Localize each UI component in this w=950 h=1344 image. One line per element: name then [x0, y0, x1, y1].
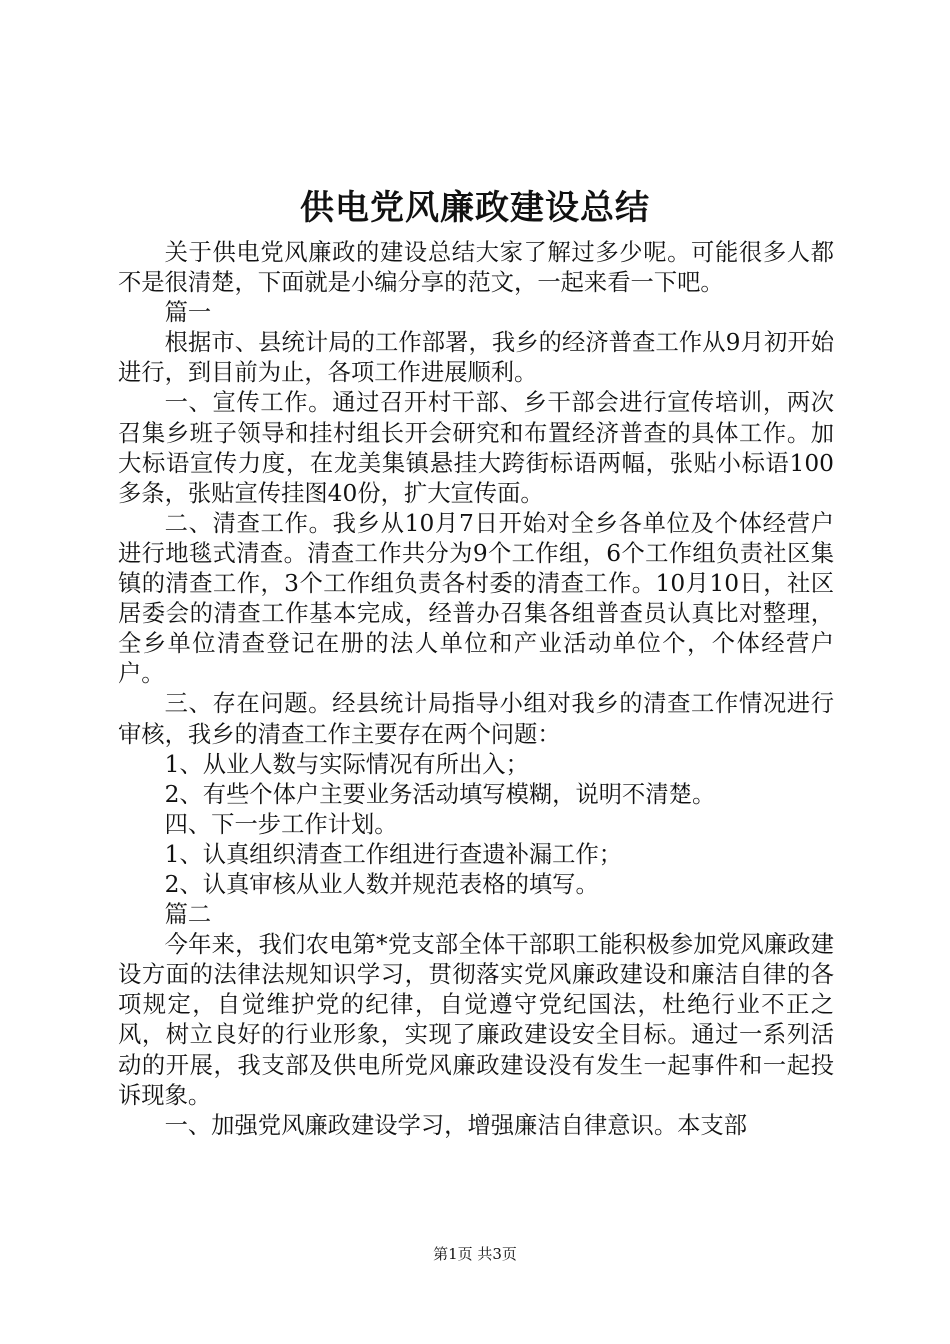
paragraph-intro: 关于供电党风廉政的建设总结大家了解过多少呢。可能很多人都不是很清楚，下面就是小编分享的范文，一起来看一下吧。 — [118, 239, 834, 297]
page-number-footer: 第1页 共3页 — [433, 1245, 517, 1263]
section-heading-part-two: 篇二 — [164, 901, 212, 929]
list-item: 1、从业人数与实际情况有所出入； — [164, 750, 529, 778]
paragraph: 一、加强党风廉政建设学习，增强廉洁自律意识。本支部 — [164, 1111, 748, 1139]
list-item: 1、认真组织清查工作组进行查遗补漏工作； — [164, 840, 623, 868]
document-body — [118, 238, 834, 1141]
list-item: 2、有些个体户主要业务活动填写模糊，说明不清楚。 — [164, 780, 716, 808]
document-title: 供电党风廉政建设总结 — [300, 188, 650, 228]
paragraph: 二、清查工作。我乡从10月7日开始对全乡各单位及个体经营户进行地毯式清查。清查工作共分为9个工作组，6个工作组负责社区集镇的清查工作，3个工作组负责各村委的清查工作。10月10日，社区居委会的清查工作基本完成，经普办召集各组普查员认真比对整理，全乡单位清查登记在册的法人单位和产业活动单位个，个体经营户户。 — [118, 509, 834, 688]
section-heading-part-one: 篇一 — [164, 299, 212, 327]
paragraph: 根据市、县统计局的工作部署，我乡的经济普查工作从9月初开始进行，到目前为止，各项工作进展顺利。 — [118, 329, 834, 387]
paragraph: 一、宣传工作。通过召开村干部、乡干部会进行宣传培训，两次召集乡班子领导和挂村组长开会研究和布置经济普查的具体工作。加大标语宣传力度，在龙美集镇悬挂大跨街标语两幅，张贴小标语100多条，张贴宣传挂图40份，扩大宣传面。 — [118, 389, 834, 507]
list-item: 2、认真审核从业人数并规范表格的填写。 — [164, 870, 599, 898]
paragraph: 三、存在问题。经县统计局指导小组对我乡的清查工作情况进行审核，我乡的清查工作主要存在两个问题： — [118, 690, 834, 748]
paragraph: 今年来，我们农电第*党支部全体干部职工能积极参加党风廉政建设方面的法律法规知识学习，贯彻落实党风廉政建设和廉洁自律的各项规定，自觉维护党的纪律，自觉遵守党纪国法，杜绝行业不正之风，树立良好的行业形象，实现了廉政建设安全目标。通过一系列活动的开展，我支部及供电所党风廉政建设没有发生一起事件和一起投诉现象。 — [118, 931, 834, 1109]
paragraph: 四、下一步工作计划。 — [164, 810, 398, 838]
